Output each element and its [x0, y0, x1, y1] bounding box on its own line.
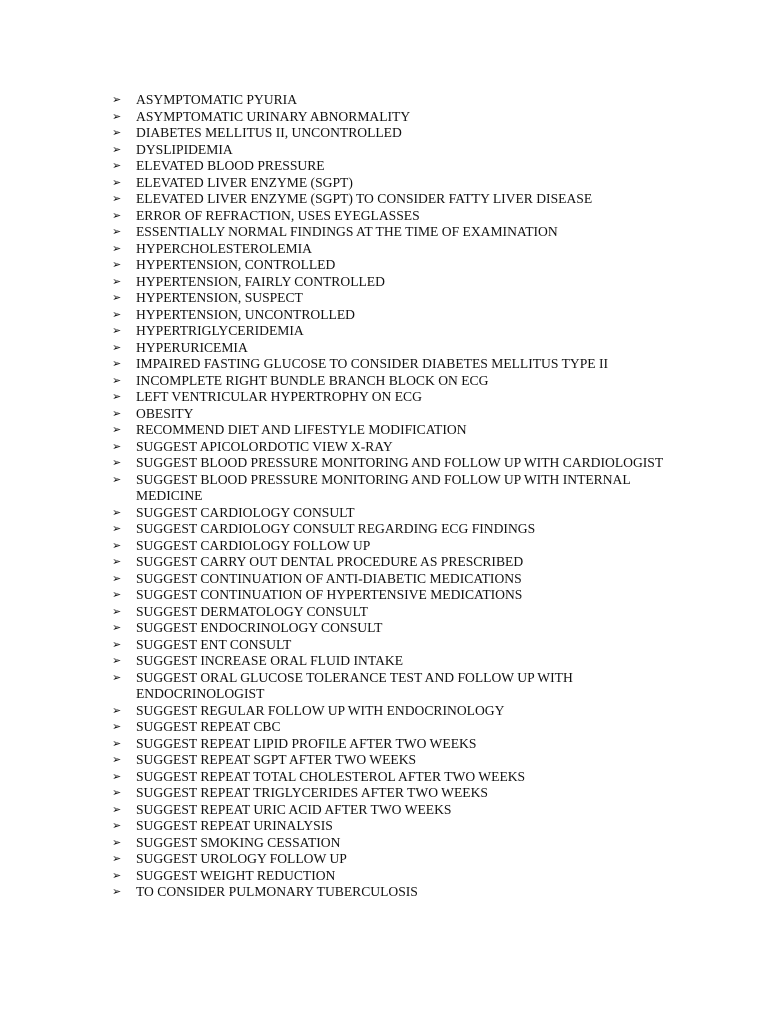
- arrow-bullet-icon: ➢: [112, 175, 122, 189]
- arrow-bullet-icon: ➢: [112, 868, 122, 882]
- arrow-bullet-icon: ➢: [112, 307, 122, 321]
- list-item-text: HYPERCHOLESTEROLEMIA: [136, 240, 312, 256]
- list-item-text: SUGGEST DERMATOLOGY CONSULT: [136, 603, 368, 619]
- list-item-text: DIABETES MELLITUS II, UNCONTROLLED: [136, 125, 402, 140]
- arrow-bullet-icon: ➢: [112, 604, 122, 618]
- list-item: [112, 769, 692, 786]
- list-item: [112, 835, 692, 852]
- arrow-bullet-icon: ➢: [112, 786, 122, 799]
- list-item-text: DYSLIPIDEMIA: [136, 141, 233, 157]
- arrow-bullet-icon: ➢: [112, 324, 122, 337]
- list-item-text: ASYMPTOMATIC URINARY ABNORMALITY: [136, 108, 411, 124]
- findings-list: [112, 92, 692, 901]
- list-item: [112, 620, 692, 637]
- list-item: [112, 521, 692, 538]
- list-item: [112, 670, 692, 703]
- arrow-bullet-icon: ➢: [112, 241, 122, 255]
- list-item: [112, 274, 692, 291]
- list-item: [112, 505, 692, 522]
- list-item-text: SUGGEST BLOOD PRESSURE MONITORING AND FOLLOW UP WITH INTERNAL MEDICINE: [136, 471, 631, 503]
- arrow-bullet-icon: ➢: [112, 852, 122, 865]
- list-item-text: HYPERTRIGLYCERIDEMIA: [136, 323, 304, 338]
- arrow-bullet-icon: ➢: [112, 126, 122, 139]
- list-item: [112, 406, 692, 423]
- list-item: [112, 208, 692, 225]
- list-item-text: SUGGEST CARDIOLOGY CONSULT REGARDING ECG FINDINGS: [136, 521, 536, 536]
- list-item-text: SUGGEST ENT CONSULT: [136, 636, 292, 652]
- list-item-text: HYPERTENSION, FAIRLY CONTROLLED: [136, 273, 385, 289]
- arrow-bullet-icon: ➢: [112, 670, 122, 684]
- list-item-text: LEFT VENTRICULAR HYPERTROPHY ON ECG: [136, 389, 422, 404]
- list-item: [112, 241, 692, 258]
- arrow-bullet-icon: ➢: [112, 505, 122, 519]
- list-item: [112, 158, 692, 175]
- list-item: [112, 538, 692, 555]
- list-item: [112, 637, 692, 654]
- list-item: [112, 884, 692, 901]
- arrow-bullet-icon: ➢: [112, 439, 122, 453]
- list-item-text: SUGGEST REPEAT URIC ACID AFTER TWO WEEKS: [136, 801, 452, 817]
- list-item-text: SUGGEST REPEAT LIPID PROFILE AFTER TWO WEEKS: [136, 735, 477, 751]
- list-item: [112, 554, 692, 571]
- list-item: [112, 175, 692, 192]
- arrow-bullet-icon: ➢: [112, 538, 122, 552]
- list-item: [112, 373, 692, 390]
- arrow-bullet-icon: ➢: [112, 736, 122, 750]
- list-item-text: ELEVATED LIVER ENZYME (SGPT): [136, 174, 353, 190]
- list-item: [112, 472, 692, 505]
- list-item: [112, 851, 692, 868]
- list-item: [112, 290, 692, 307]
- list-item-text: IMPAIRED FASTING GLUCOSE TO CONSIDER DIABETES MELLITUS TYPE II: [136, 356, 609, 371]
- list-item: [112, 340, 692, 357]
- list-item-text: SUGGEST REPEAT CBC: [136, 719, 281, 734]
- list-item: [112, 455, 692, 472]
- list-item-text: SUGGEST UROLOGY FOLLOW UP: [136, 851, 347, 866]
- list-item-text: SUGGEST CONTINUATION OF HYPERTENSIVE MEDICATIONS: [136, 587, 523, 602]
- list-item-text: SUGGEST CONTINUATION OF ANTI-DIABETIC MEDICATIONS: [136, 570, 522, 586]
- arrow-bullet-icon: ➢: [112, 192, 122, 205]
- list-item: [112, 587, 692, 604]
- list-item-text: SUGGEST CARDIOLOGY FOLLOW UP: [136, 537, 371, 553]
- list-item: [112, 818, 692, 835]
- arrow-bullet-icon: ➢: [112, 291, 122, 304]
- list-item-text: SUGGEST ENDOCRINOLOGY CONSULT: [136, 620, 383, 635]
- list-item-text: ASYMPTOMATIC PYURIA: [136, 92, 298, 107]
- list-item-text: HYPERURICEMIA: [136, 339, 248, 355]
- arrow-bullet-icon: ➢: [112, 522, 122, 535]
- list-item: [112, 703, 692, 720]
- list-item-text: INCOMPLETE RIGHT BUNDLE BRANCH BLOCK ON ECG: [136, 372, 489, 388]
- list-item-text: ESSENTIALLY NORMAL FINDINGS AT THE TIME OF EXAMINATION: [136, 224, 558, 239]
- list-item-text: SUGGEST APICOLORDOTIC VIEW X-RAY: [136, 438, 393, 454]
- arrow-bullet-icon: ➢: [112, 621, 122, 634]
- list-item-text: SUGGEST SMOKING CESSATION: [136, 834, 341, 850]
- arrow-bullet-icon: ➢: [112, 225, 122, 238]
- list-item: [112, 571, 692, 588]
- list-item-text: SUGGEST INCREASE ORAL FLUID INTAKE: [136, 653, 404, 668]
- list-item: [112, 191, 692, 208]
- list-item-text: OBESITY: [136, 405, 194, 421]
- list-item: [112, 224, 692, 241]
- list-item-text: SUGGEST REPEAT URINALYSIS: [136, 818, 333, 833]
- arrow-bullet-icon: ➢: [112, 571, 122, 585]
- list-item: [112, 653, 692, 670]
- list-item-text: SUGGEST ORAL GLUCOSE TOLERANCE TEST AND FOLLOW UP WITH ENDOCRINOLOGIST: [136, 669, 573, 701]
- list-item: [112, 125, 692, 142]
- list-item-text: SUGGEST CARDIOLOGY CONSULT: [136, 504, 355, 520]
- arrow-bullet-icon: ➢: [112, 390, 122, 403]
- list-item-text: HYPERTENSION, CONTROLLED: [136, 257, 336, 272]
- list-item-text: SUGGEST WEIGHT REDUCTION: [136, 867, 336, 883]
- arrow-bullet-icon: ➢: [112, 588, 122, 601]
- list-item: [112, 868, 692, 885]
- arrow-bullet-icon: ➢: [112, 340, 122, 354]
- list-item-text: SUGGEST BLOOD PRESSURE MONITORING AND FOLLOW UP WITH CARDIOLOGIST: [136, 455, 664, 470]
- list-item-text: ERROR OF REFRACTION, USES EYEGLASSES: [136, 207, 420, 223]
- list-item-text: SUGGEST REGULAR FOLLOW UP WITH ENDOCRINOLOGY: [136, 702, 505, 718]
- list-item: [112, 323, 692, 340]
- list-item: [112, 604, 692, 621]
- arrow-bullet-icon: ➢: [112, 373, 122, 387]
- arrow-bullet-icon: ➢: [112, 208, 122, 222]
- arrow-bullet-icon: ➢: [112, 274, 122, 288]
- arrow-bullet-icon: ➢: [112, 637, 122, 651]
- list-item: [112, 736, 692, 753]
- arrow-bullet-icon: ➢: [112, 654, 122, 667]
- arrow-bullet-icon: ➢: [112, 258, 122, 271]
- list-item: [112, 439, 692, 456]
- arrow-bullet-icon: ➢: [112, 142, 122, 156]
- arrow-bullet-icon: ➢: [112, 472, 122, 486]
- list-item: [112, 307, 692, 324]
- arrow-bullet-icon: ➢: [112, 406, 122, 420]
- list-item: [112, 422, 692, 439]
- list-item-text: SUGGEST REPEAT TRIGLYCERIDES AFTER TWO WEEKS: [136, 785, 488, 800]
- list-item-text: ELEVATED LIVER ENZYME (SGPT) TO CONSIDER FATTY LIVER DISEASE: [136, 191, 593, 206]
- arrow-bullet-icon: ➢: [112, 720, 122, 733]
- list-item: [112, 802, 692, 819]
- list-item: [112, 92, 692, 109]
- list-item-text: SUGGEST REPEAT SGPT AFTER TWO WEEKS: [136, 752, 417, 767]
- arrow-bullet-icon: ➢: [112, 769, 122, 783]
- arrow-bullet-icon: ➢: [112, 109, 122, 123]
- arrow-bullet-icon: ➢: [112, 835, 122, 849]
- list-item-text: TO CONSIDER PULMONARY TUBERCULOSIS: [136, 884, 418, 899]
- list-item: [112, 257, 692, 274]
- arrow-bullet-icon: ➢: [112, 885, 122, 898]
- list-item: [112, 356, 692, 373]
- arrow-bullet-icon: ➢: [112, 159, 122, 172]
- arrow-bullet-icon: ➢: [112, 456, 122, 469]
- list-item: [112, 752, 692, 769]
- arrow-bullet-icon: ➢: [112, 423, 122, 436]
- list-item-text: SUGGEST REPEAT TOTAL CHOLESTEROL AFTER TWO WEEKS: [136, 768, 526, 784]
- list-item-text: HYPERTENSION, UNCONTROLLED: [136, 306, 355, 322]
- list-item: [112, 389, 692, 406]
- list-item: [112, 109, 692, 126]
- arrow-bullet-icon: ➢: [112, 819, 122, 832]
- list-item-text: ELEVATED BLOOD PRESSURE: [136, 158, 325, 173]
- arrow-bullet-icon: ➢: [112, 555, 122, 568]
- list-item: [112, 785, 692, 802]
- arrow-bullet-icon: ➢: [112, 753, 122, 766]
- list-item-text: RECOMMEND DIET AND LIFESTYLE MODIFICATION: [136, 422, 467, 437]
- list-item-text: HYPERTENSION, SUSPECT: [136, 290, 303, 305]
- arrow-bullet-icon: ➢: [112, 802, 122, 816]
- arrow-bullet-icon: ➢: [112, 93, 122, 106]
- list-item-text: SUGGEST CARRY OUT DENTAL PROCEDURE AS PRESCRIBED: [136, 554, 524, 569]
- arrow-bullet-icon: ➢: [112, 357, 122, 370]
- list-item: [112, 719, 692, 736]
- list-item: [112, 142, 692, 159]
- arrow-bullet-icon: ➢: [112, 703, 122, 717]
